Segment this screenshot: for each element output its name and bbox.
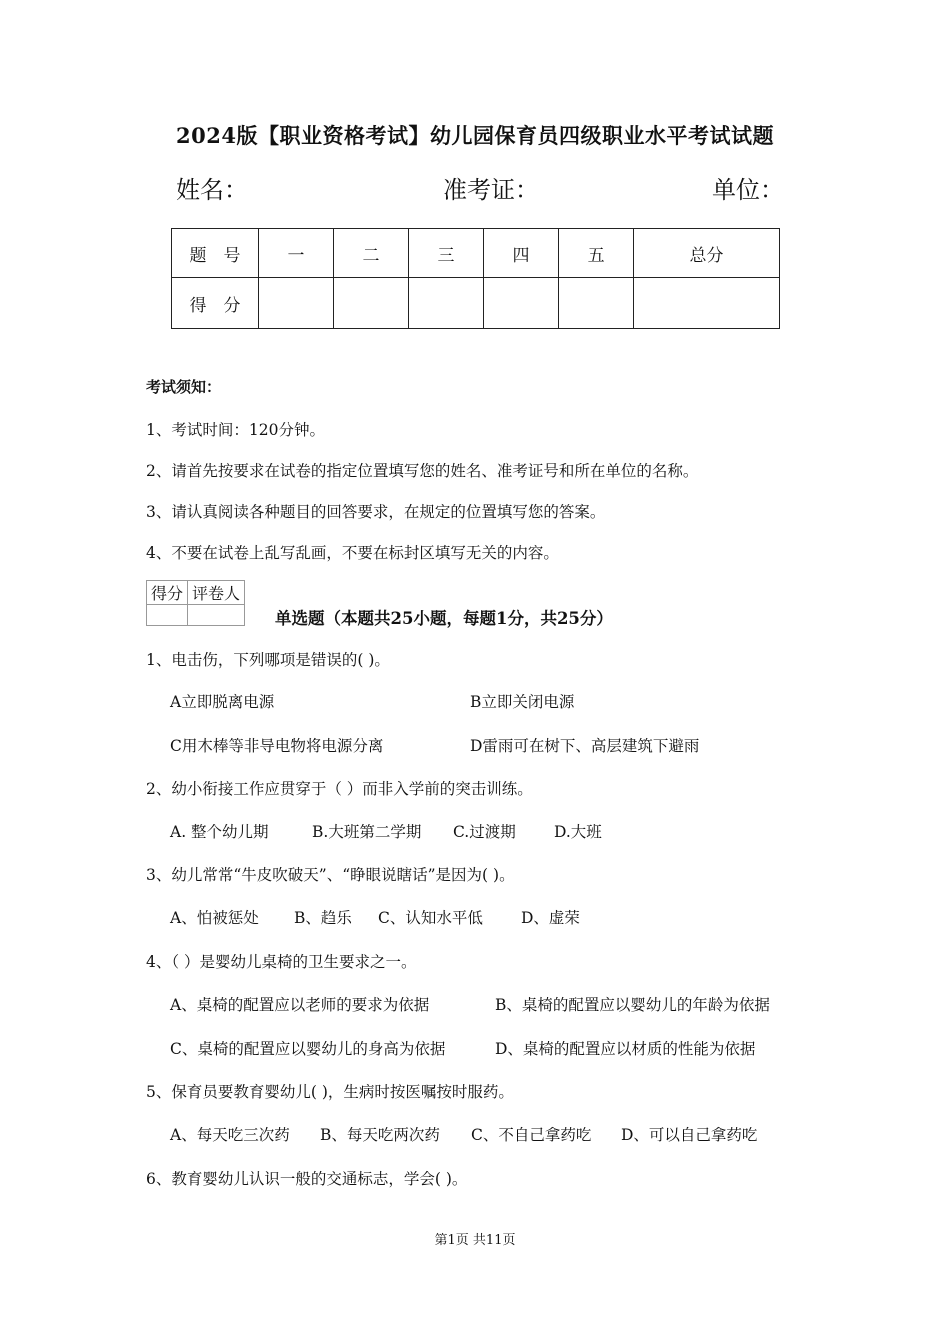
question-option: A、桌椅的配置应以老师的要求为依据 xyxy=(170,996,430,1014)
question-option: B.大班第二学期 xyxy=(312,823,422,841)
notice-heading: 考试须知： xyxy=(146,378,222,396)
grader-score-cell[interactable] xyxy=(147,605,188,626)
question-option: A立即脱离电源 xyxy=(170,693,275,711)
exam-title: 2024版【职业资格考试】幼儿园保育员四级职业水平考试试题 xyxy=(176,123,774,148)
notice-item: 2、请首先按要求在试卷的指定位置填写您的姓名、准考证号和所在单位的名称。 xyxy=(146,462,699,480)
score-cell[interactable] xyxy=(259,278,334,329)
page-footer: 第1页 共11页 xyxy=(434,1233,516,1248)
question-option: A、每天吃三次药 xyxy=(170,1126,290,1144)
section-title: 单选题（本题共25小题，每题1分，共25分） xyxy=(275,609,613,628)
question-option: B立即关闭电源 xyxy=(470,693,575,711)
score-header-cell: 二 xyxy=(334,229,409,278)
notice-item: 3、请认真阅读各种题目的回答要求，在规定的位置填写您的答案。 xyxy=(146,503,606,521)
score-header-cell: 题 号 xyxy=(172,229,259,278)
score-cell[interactable] xyxy=(634,278,780,329)
question-stem: 5、保育员要教育婴幼儿( )，生病时按医嘱按时服药。 xyxy=(146,1083,514,1101)
score-table xyxy=(171,228,780,329)
score-cell[interactable] xyxy=(559,278,634,329)
question-option: B、每天吃两次药 xyxy=(320,1126,440,1144)
question-stem: 4、（ ）是婴幼儿桌椅的卫生要求之一。 xyxy=(146,953,417,971)
question-option: C.过渡期 xyxy=(453,823,516,841)
score-table-score-row xyxy=(172,278,780,329)
question-option: B、桌椅的配置应以婴幼儿的年龄为依据 xyxy=(495,996,770,1014)
grader-table xyxy=(146,580,245,626)
notice-item: 4、不要在试卷上乱写乱画，不要在标封区填写无关的内容。 xyxy=(146,544,559,562)
question-option: C、不自己拿药吃 xyxy=(471,1126,592,1144)
name-label: 姓名： xyxy=(176,176,248,204)
score-header-cell: 五 xyxy=(559,229,634,278)
grader-reviewer-label: 评卷人 xyxy=(188,581,245,605)
score-row-label: 得 分 xyxy=(172,278,259,329)
question-option: C、认知水平低 xyxy=(378,909,483,927)
question-option: A. 整个幼儿期 xyxy=(170,823,269,841)
question-stem: 2、幼小衔接工作应贯穿于（ ）而非入学前的突击训练。 xyxy=(146,780,533,798)
score-table-header-row xyxy=(172,229,780,278)
notice-item: 1、考试时间：120分钟。 xyxy=(146,421,325,439)
question-stem: 6、教育婴幼儿认识一般的交通标志，学会( )。 xyxy=(146,1170,468,1188)
exam-no-label: 准考证： xyxy=(443,176,539,204)
question-option: D雷雨可在树下、高层建筑下避雨 xyxy=(470,737,700,755)
grader-score-label: 得分 xyxy=(147,581,188,605)
question-option: D、桌椅的配置应以材质的性能为依据 xyxy=(495,1040,756,1058)
question-stem: 1、电击伤，下列哪项是错误的( )。 xyxy=(146,651,390,669)
question-option: C用木棒等非导电物将电源分离 xyxy=(170,737,384,755)
score-cell[interactable] xyxy=(334,278,409,329)
score-header-cell: 一 xyxy=(259,229,334,278)
score-header-cell: 三 xyxy=(409,229,484,278)
score-header-cell: 总分 xyxy=(634,229,780,278)
question-option: C、桌椅的配置应以婴幼儿的身高为依据 xyxy=(170,1040,446,1058)
score-header-cell: 四 xyxy=(484,229,559,278)
unit-label: 单位： xyxy=(712,176,784,204)
question-option: D.大班 xyxy=(554,823,602,841)
question-option: B、趋乐 xyxy=(294,909,352,927)
score-cell[interactable] xyxy=(409,278,484,329)
question-option: D、可以自己拿药吃 xyxy=(621,1126,758,1144)
grader-reviewer-cell[interactable] xyxy=(188,605,245,626)
score-cell[interactable] xyxy=(484,278,559,329)
question-option: A、怕被惩处 xyxy=(170,909,259,927)
question-option: D、虚荣 xyxy=(521,909,580,927)
question-stem: 3、幼儿常常“牛皮吹破天”、“睁眼说瞎话”是因为( )。 xyxy=(146,866,515,884)
